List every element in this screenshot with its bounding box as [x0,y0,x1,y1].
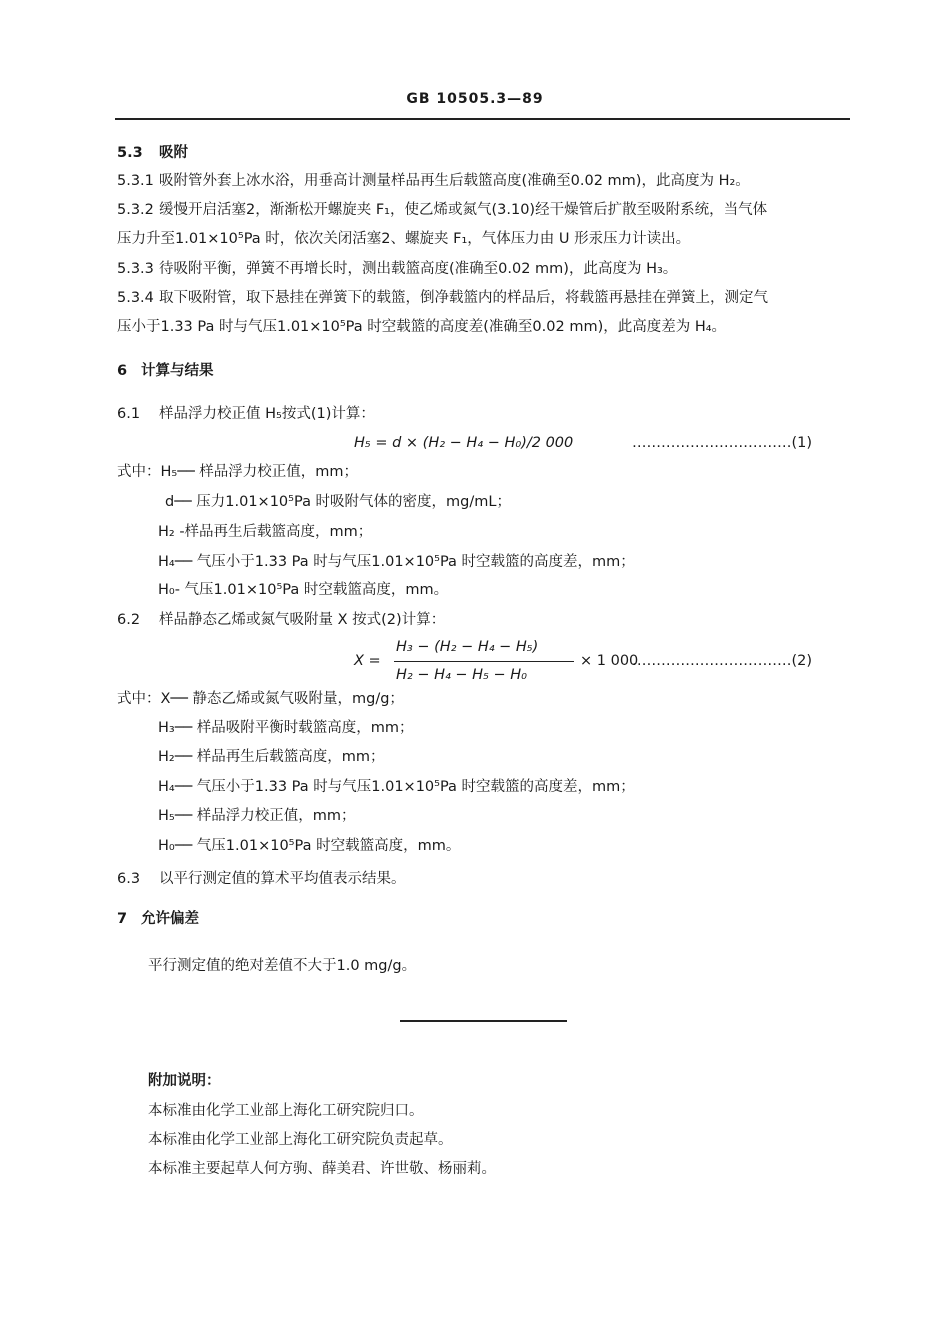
section-5-3-heading [117,143,188,163]
clause-text: 样品浮力校正值 H₅按式(1)计算： [159,406,375,422]
paragraph-6-2 [117,610,445,630]
paragraph-5-3-4 [117,288,768,308]
paragraph-5-3-3 [117,259,677,279]
clause-number: 5.3.2 [117,202,154,218]
equation-1-tag: ……………………………(1) [632,435,813,451]
where-2-item: H₃── 样品吸附平衡时载篮高度，mm； [158,720,414,736]
clause-text: 取下吸附管，取下悬挂在弹簧下的载篮，倒净载篮内的样品后，将载篮再悬挂在弹簧上，测定气 [159,290,768,306]
paragraph-6-1 [117,404,375,424]
clause-number: 6.3 [117,871,141,887]
clause-number: 5.3.4 [117,290,154,306]
section-title: 允许偏差 [141,911,199,927]
section-7-text: 平行测定值的绝对差值不大于1.0 mg/g。 [148,958,417,974]
section-7-heading [117,909,199,929]
section-number: 7 [117,911,128,927]
paragraph-6-3 [117,869,406,889]
notes-line: 本标准主要起草人何方驹、薛美君、许世敬、杨丽莉。 [148,1161,496,1177]
where-2-item: H₂── 样品再生后载篮高度，mm； [158,749,385,765]
fraction-bar [394,661,574,662]
section-title: 吸附 [159,145,188,161]
section-number: 6 [117,363,128,379]
paragraph-5-3-2 [117,200,767,220]
notes-title: 附加说明： [148,1073,221,1089]
document-id-header: GB 10505.3—89 [406,91,544,107]
where-1-item: H₂ -样品再生后载篮高度，mm； [158,524,373,540]
clause-text: 缓慢开启活塞2，渐渐松开螺旋夹 F₁，使乙烯或氮气(3.10)经干燥管后扩散至吸附系统，当气体 [159,202,768,218]
where-1-item: 式中：H₅── 样品浮力校正值，mm； [117,464,359,480]
where-2-item: H₀── 气压1.01×10⁵Pa 时空载篮高度，mm。 [158,838,461,854]
where-2-item: H₄── 气压小于1.33 Pa 时与气压1.01×10⁵Pa 时空载篮的高度差，mm； [158,779,635,795]
where-1-item: H₄── 气压小于1.33 Pa 时与气压1.01×10⁵Pa 时空载篮的高度差，mm； [158,554,635,570]
section-number: 5.3 [117,145,143,161]
clause-text: 待吸附平衡，弹簧不再增长时，测出载篮高度(准确至0.02 mm)，此高度为 H₃。 [159,261,678,277]
where-2-item: 式中：X── 静态乙烯或氮气吸附量，mg/g； [117,691,404,707]
clause-text: 以平行测定值的算术平均值表示结果。 [159,871,406,887]
equation-1: H₅ = d × (H₂ − H₄ − H₀)/2 000 [354,435,574,451]
clause-number: 6.1 [117,406,141,422]
separator-rule [400,1020,567,1022]
where-1-item: H₀- 气压1.01×10⁵Pa 时空载篮高度，mm。 [158,582,449,598]
section-title: 计算与结果 [141,363,214,379]
paragraph-5-3-4-cont: 压小于1.33 Pa 时与气压1.01×10⁵Pa 时空载篮的高度差(准确至0.02 mm)，此高度差为 H₄。 [117,319,727,335]
paragraph-5-3-2-cont: 压力升至1.01×10⁵Pa 时，依次关闭活塞2、螺旋夹 F₁，气体压力由 U 形汞压力计读出。 [117,231,691,247]
equation-2-numerator: H₃ − (H₂ − H₄ − H₅) [396,639,539,655]
where-1-item: d── 压力1.01×10⁵Pa 时吸附气体的密度，mg/mL； [165,494,511,510]
where-2-item: H₅── 样品浮力校正值，mm； [158,808,356,824]
equation-2-multiplier: × 1 000 [580,653,639,669]
paragraph-5-3-1 [117,171,750,191]
notes-line: 本标准由化学工业部上海化工研究院负责起草。 [148,1132,453,1148]
clause-text: 样品静态乙烯或氮气吸附量 X 按式(2)计算： [159,612,446,628]
clause-number: 5.3.3 [117,261,154,277]
header-rule [115,118,850,120]
equation-2 [354,637,860,687]
equation-2-lhs: X = [354,653,381,669]
equation-2-tag: ……………………………(2) [632,653,813,669]
equation-2-denominator: H₂ − H₄ − H₅ − H₀ [396,667,527,683]
notes-line: 本标准由化学工业部上海化工研究院归口。 [148,1103,424,1119]
clause-text: 吸附管外套上冰水浴，用垂高计测量样品再生后载篮高度(准确至0.02 mm)，此高度为 H₂。 [159,173,750,189]
clause-number: 6.2 [117,612,141,628]
section-6-heading [117,361,214,381]
clause-number: 5.3.1 [117,173,154,189]
